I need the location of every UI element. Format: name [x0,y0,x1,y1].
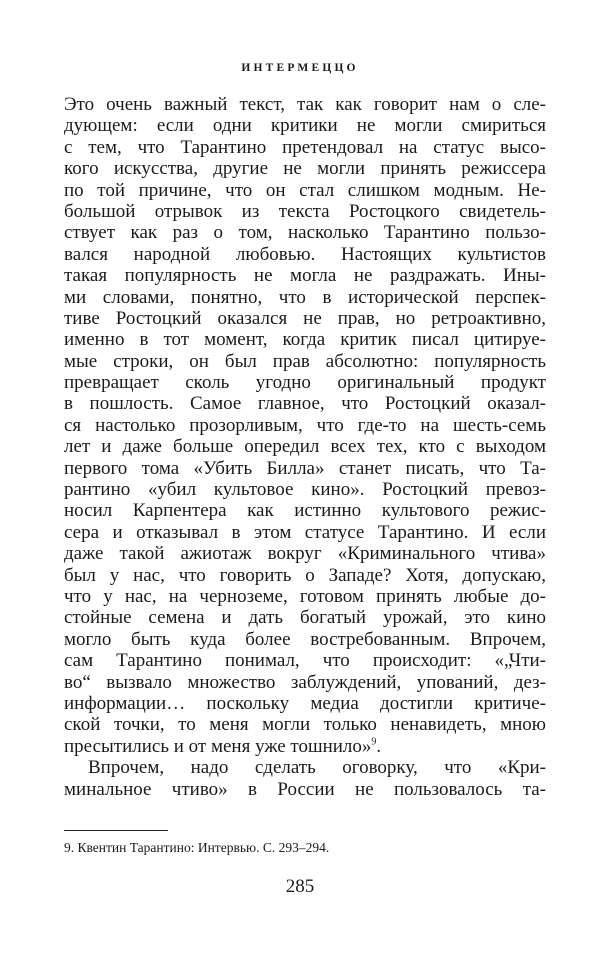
text-line: кого искусства, другие не могли принять режиссера [64,158,546,180]
paragraph-1 [64,94,546,736]
text-line: с тем, что Тарантино претендовал на статус высо- [64,136,546,158]
footnote-divider [64,830,168,831]
running-head: ИНТЕРМЕЦЦО [241,62,359,74]
text-line: Это очень важный текст, так как говорит нам о сле- [64,94,546,115]
text-line: именно в тот момент, когда критик писал цитируе- [64,329,546,351]
text-line: информации… поскольку медиа достигли критиче- [64,692,546,714]
body-text [64,94,546,800]
text-line: ми словами, понятно, что в исторической перспек- [64,286,546,308]
text-line: что у нас, на черноземе, готовом принять любые до- [64,585,546,607]
sentence-end: . [376,735,382,757]
text-line: сам Тарантино понимал, что происходит: «„Чти- [64,650,546,672]
text-line: лет и даже больше опередил всех тех, кто с выходом [64,436,546,458]
text-line: даже такой ажиотаж вокруг «Криминального чтива» [64,543,546,565]
footnote: 9. Квентин Тарантино: Интервью. С. 293–294. [64,840,330,855]
text-line: Впрочем, надо сделать оговорку, что «Кри- [88,757,546,779]
text-line: первого тома «Убить Билла» станет писать, что Та- [64,457,546,479]
text-line: во“ вызвало множество заблуждений, упований, дез- [64,671,546,693]
text-line: ся настолько прозорливым, что где-то на шесть-семь [64,414,546,436]
text-line: превращает сколь угодно оригинальный продукт [64,372,546,394]
text-line: большой отрывок из текста Ростоцкого свидетель- [64,200,546,222]
text-line: вался народной любовью. Настоящих культистов [64,243,546,265]
text-line: сера и отказывал в этом статусе Тарантино. И если [64,521,546,543]
text-line: стойные семена и дать богатый урожай, это кино [64,607,546,629]
text-line: в пошлость. Самое главное, что Ростоцкий оказал- [64,393,546,415]
text-line: могло быть куда более востребованным. Впрочем, [64,628,546,650]
text-line: минальное чтиво» в России не пользовалось та- [64,778,546,800]
text-line-content: пресытились и от меня уже тошнило» [64,735,372,757]
footnote-reference[interactable]: 9 [371,736,377,748]
text-line: по той причине, что он стал слишком модным. Не- [64,179,546,201]
text-line: ствует как раз о том, насколько Тарантино пользо- [64,222,546,244]
text-line: мые строки, он был прав абсолютно: популярность [64,350,546,372]
text-line [64,736,546,757]
text-line: дующем: если одни критики не могли смириться [64,115,546,137]
text-line: тиве Ростоцкий оказался не прав, но ретроактивно, [64,307,546,329]
text-line: рантино «убил культовое кино». Ростоцкий превоз- [64,479,546,501]
page-number: 285 [285,876,315,897]
text-line: ской точки, то меня могли только ненавидеть, мною [64,714,546,736]
text-line: носил Карпентера как истинно культового режис- [64,500,546,522]
text-line: был у нас, что говорить о Западе? Хотя, допускаю, [64,564,546,586]
text-line: такая популярность не могла не раздражать. Ины- [64,265,546,287]
